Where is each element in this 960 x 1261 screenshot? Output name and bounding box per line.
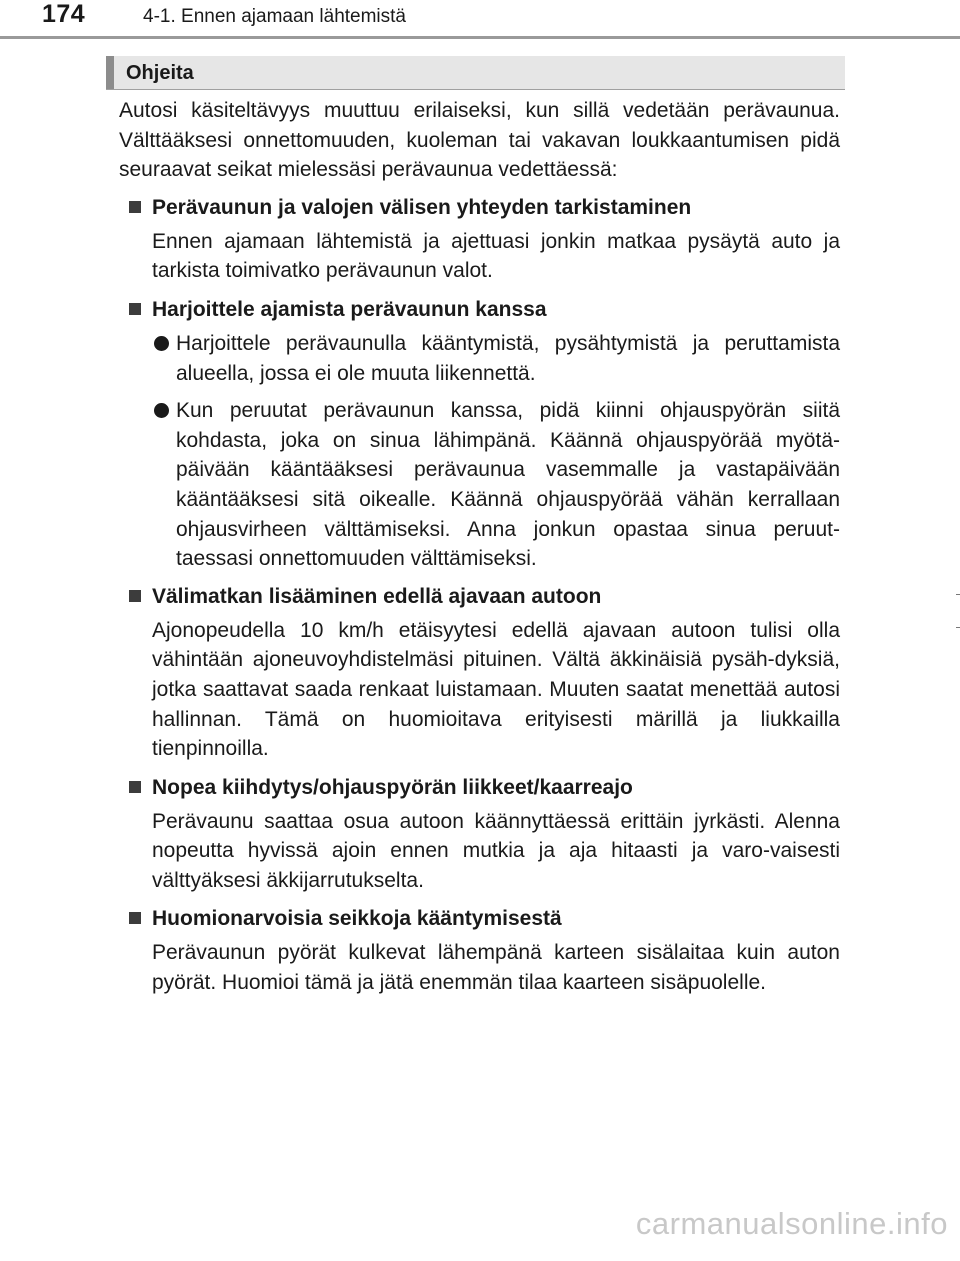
list-item (119, 329, 840, 388)
subsection-heading (119, 193, 840, 222)
list-item (119, 396, 840, 574)
margin-crop-mark (956, 594, 960, 595)
round-bullet-icon (154, 403, 169, 418)
square-bullet-icon (129, 590, 141, 602)
subsection-text: Ennen ajamaan lähtemistä ja ajettuasi jonkin matkaa pysäytä auto ja tarkista toimivatko perävaunun valot. (152, 229, 840, 283)
subsection-heading-text: Nopea kiihdytys/ohjauspyörän liikkeet/kaarreajo (152, 775, 633, 799)
subsection-text: Perävaunun pyörät kulkevat lähempänä karteen sisälaitaa kuin auton pyörät. Huomioi tämä ja jätä enemmän tilaa kaarteen sisäpuolelle. (152, 941, 840, 995)
section-accent-bar (106, 56, 114, 89)
square-bullet-icon (129, 201, 141, 213)
page-number: 174 (42, 0, 86, 28)
margin-crop-mark (956, 627, 960, 628)
subsection-heading (119, 582, 840, 611)
list-item-text: Kun peruutat perävaunun kanssa, pidä kiinni ohjauspyörän siitä kohdasta, joka on sinua lähimpänä. Käännä ohjauspyörää myötä-päivään kääntääksesi perävaunua vasemmalle ja vastapäivään kääntääksesi sitä oikealle. Käännä ohjauspyörää vähän kerrallaan ohjausvirheen välttämiseksi. Anna jonkun opastaa sinua peruut-taessasi onnettomuuden välttämiseksi. (176, 399, 840, 571)
subsection-heading-text: Välimatkan lisääminen edellä ajavaan autoon (152, 584, 602, 608)
subsection-heading (119, 904, 840, 933)
chapter-title: 4-1. Ennen ajamaan lähtemistä (143, 6, 406, 27)
subsection-text: Perävaunu saattaa osua autoon käännyttäessä erittäin jyrkästi. Alenna nopeutta hyvissä ajoin ennen mutkia ja aja hitaasti ja varo-vaisesti välttyäksesi äkkijarrutukselta. (152, 809, 840, 892)
subsection-heading (119, 773, 840, 802)
subsection-heading (119, 295, 840, 324)
subsection-heading-text: Huomionarvoisia seikkoja kääntymisestä (152, 907, 562, 931)
document-body (119, 96, 840, 1007)
list-item-text: Harjoittele perävaunulla kääntymistä, pysähtymistä ja peruttamista alueella, jossa ei ole muuta liikennettä. (176, 331, 840, 385)
subsection-heading-text: Perävaunun ja valojen välisen yhteyden tarkistaminen (152, 195, 692, 219)
section-header (106, 56, 845, 90)
header-divider (0, 36, 960, 39)
square-bullet-icon (129, 781, 141, 793)
subsection-heading-text: Harjoittele ajamista perävaunun kanssa (152, 297, 547, 321)
section-title: Ohjeita (126, 62, 194, 84)
square-bullet-icon (129, 912, 141, 924)
round-bullet-icon (154, 336, 169, 351)
square-bullet-icon (129, 303, 141, 315)
intro-paragraph: Autosi käsiteltävyys muuttuu erilaiseksi, kun sillä vedetään perävaunua. Välttääksesi onnettomuuden, kuoleman tai vakavan loukkaantumisen pidä seuraavat seikat mielessäsi perävaunua vedettäessä: (119, 99, 840, 182)
watermark-text: carmanualsonline.info (635, 1206, 948, 1241)
subsection-text: Ajonopeudella 10 km/h etäisyytesi edellä ajavaan autoon tulisi olla vähintään ajoneuvoyhdistelmäsi pituinen. Vältä äkkinäisiä pysäh-dyksiä, jotka saattavat saada renkaat luistamaan. Muuten saatat menettää autosi hallinnan. Tämä on huomioitava erityisesti märillä ja liukkailla tienpinnoilla. (152, 618, 840, 761)
